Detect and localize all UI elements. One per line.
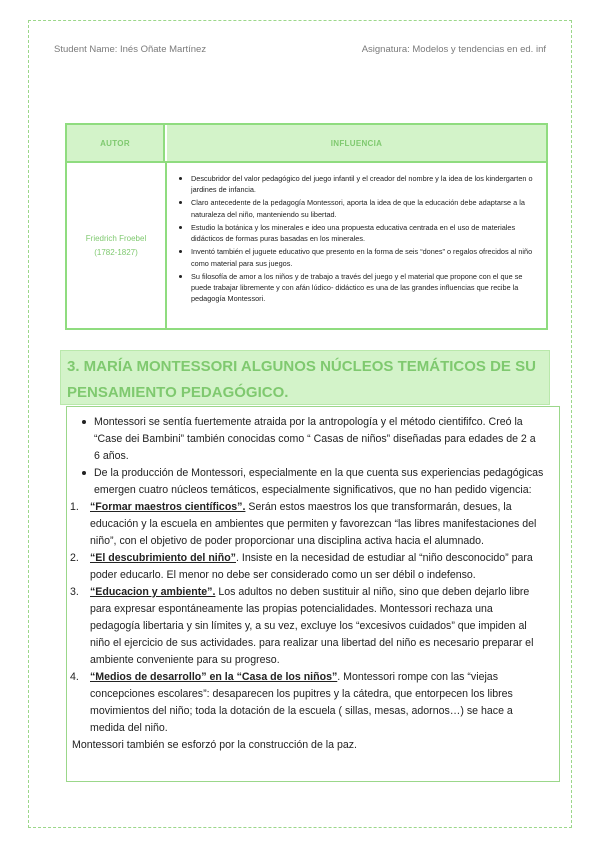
section-content: [70, 414, 544, 754]
section-title: 3. MARÍA MONTESSORI ALGUNOS NÚCLEOS TEMÁTICOS DE SU PENSAMIENTO PEDAGÓGICO.: [60, 350, 550, 405]
list-item: Estudio la botánica y los minerales e ideo una propuesta educativa centrada en el uso de materiales didácticos de formas puras basadas en los minerales.: [175, 222, 539, 245]
list-item: De la producción de Montessori, especialmente en la que cuenta sus experiencias pedagógicas emergen cuatro núcleos temáticos, especialmente significativos, que no han pedido vigencia:: [74, 465, 544, 499]
closing-text: Montessori también se esforzó por la construcción de la paz.: [72, 739, 357, 751]
bullet-list: [74, 414, 544, 499]
list-item: [70, 669, 544, 737]
influence-list: [175, 173, 539, 306]
list-item: [70, 499, 544, 550]
item-number: 4.: [70, 671, 79, 683]
list-item: [70, 584, 544, 669]
item-number: 1.: [70, 501, 79, 513]
column-header-influencia: INFLUENCIA: [167, 125, 546, 161]
item-title: “El descubrimiento del niño”: [90, 552, 236, 564]
item-text: . Montessori rompe con las “viejas concepciones escolares”: desaparecen los pupitres y la cátedra, que entorpecen los libres movimientos del niño; toda la dotación de la escuela ( sillas, mesas, adornos…) se hace a medida del niño.: [90, 671, 513, 734]
student-name: Student Name: Inés Oñate Martínez: [54, 44, 207, 55]
list-item: Montessori se sentía fuertemente atraida por la antropología y el método cientififco. Creó la “Case dei Bambini” también conocidas como “ Casas de niños” diseñadas para edades de 2 a 6 años.: [74, 414, 544, 465]
list-item: Descubridor del valor pedagógico del juego infantil y el creador del nombre y la idea de los kindergarten o jardines de infancia.: [175, 173, 539, 196]
author-name: Friedrich Froebel: [85, 233, 147, 243]
list-item: Su filosofía de amor a los niños y de trabajo a través del juego y el material que propone con el que se puede trabajar libremente y con afán lúdico- didáctico es una de las grandes influencias que recibe la pedagogía Montessori.: [175, 271, 539, 305]
item-title: “Medios de desarrollo” en la “Casa de los niños”: [90, 671, 338, 683]
author-years: (1782-1827): [94, 247, 138, 257]
subject-name: Asignatura: Modelos y tendencias en ed. inf: [361, 44, 546, 55]
author-cell: [67, 163, 165, 328]
item-text: Los adultos no deben sustituir al niño, sino que deben dejarlo libre para expresar espontáneamente las propias potencialidades. Montessori rechaza una pedagogía libertaria y sin límites y, a su vez, excluye los “excesivos cuidados” que impiden al niño el ejercicio de sus actividades. para realizar una libertad del niño es necesario preparar el ambiente conveniente para su progreso.: [90, 586, 534, 666]
list-item: [70, 550, 544, 584]
item-title: “Educacion y ambiente”.: [90, 586, 216, 598]
item-text: Serán estos maestros los que transformarán, desues, la educación y la escuela en ambientes que permiten y favorezcan “las libres manifestaciones del niño”, con el objetivo de poder proporcionar una disciplina activa hacia el alumnado.: [90, 501, 537, 547]
item-text: . Insiste en la necesidad de estudiar al “niño desconocido” para poder educarlo. El menor no debe ser considerado como un ser débil o indefenso.: [90, 552, 533, 581]
column-header-autor: AUTOR: [67, 125, 165, 161]
numbered-list: [70, 499, 544, 737]
item-number: 2.: [70, 552, 79, 564]
influence-table: [65, 123, 548, 330]
list-item: Claro antecedente de la pedagogía Montessori, aporta la idea de que la educación debe adaptarse a la naturaleza del niño, manteniendo su libertad.: [175, 197, 539, 220]
list-item: Inventó también el juguete educativo que presento en la forma de seis “dones” o regalos ofrecidos al niño como material para sus juegos.: [175, 246, 539, 269]
item-title: “Formar maestros científicos”.: [90, 501, 246, 513]
item-number: 3.: [70, 586, 79, 598]
table-divider: [165, 161, 167, 328]
